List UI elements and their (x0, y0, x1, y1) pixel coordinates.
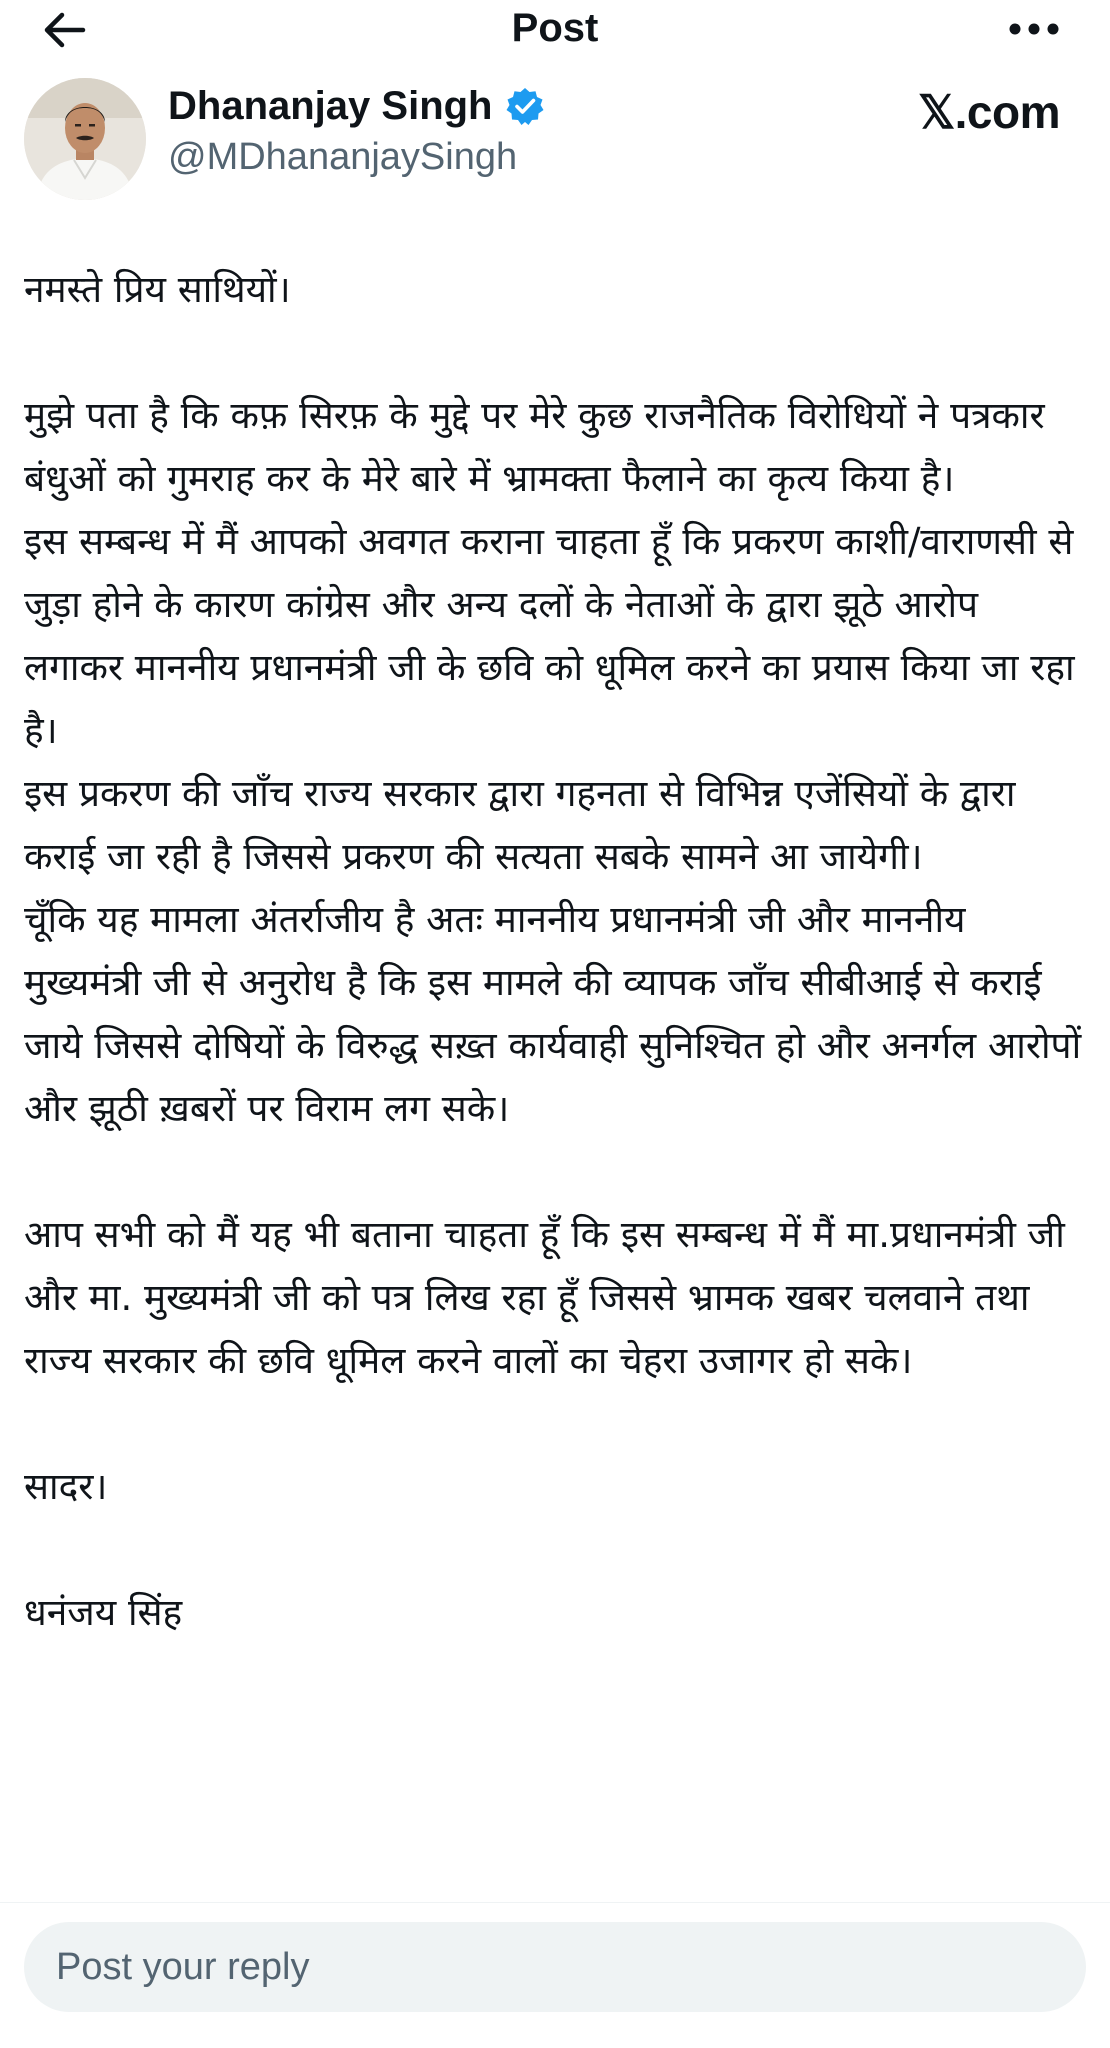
author-header (0, 72, 1110, 202)
author-name-row[interactable] (168, 82, 545, 130)
paragraph-spacer (24, 321, 1088, 384)
top-bar (0, 0, 1110, 60)
page-title: Post (511, 6, 599, 50)
divider (0, 1902, 1110, 1903)
paragraph-spacer (24, 1392, 1088, 1455)
post-paragraph: आप सभी को मैं यह भी बताना चाहता हूँ कि इस सम्बन्ध में मैं मा.प्रधानमंत्री जी और मा. मुख्यमंत्री जी को पत्र लिख रहा हूँ जिससे भ्रामक खबर चलवाने तथा राज्य सरकार की छवि धूमिल करने वालों का चेहरा उजागर हो सके। (24, 1213, 1077, 1382)
more-options-button[interactable] (998, 6, 1070, 52)
author-handle[interactable]: @MDhananjaySingh (168, 136, 518, 178)
post-paragraph: मुझे पता है कि कफ़ सिरफ़ के मुद्दे पर मेरे कुछ राजनैतिक विरोधियों ने पत्रकार बंधुओं को गुमराह कर के मेरे बारे में भ्रामक्ता फैलाने का कृत्य किया है। इस सम्बन्ध में मैं आपको अवगत कराना चाहता हूँ कि प्रकरण काशी/वाराणसी से जुड़ा होने के कारण कांग्रेस और अन्य दलों के नेताओं के द्वारा झूठे आरोप लगाकर माननीय प्रधानमंत्री जी के छवि को धूमिल करने का प्रयास किया जा रहा है। इस प्रकरण की जाँच राज्य सरकार द्वारा गहनता से विभिन्न एजेंसियों के द्वारा कराई जा रही है जिससे प्रकरण की सत्यता सबके सामने आ जायेगी। चूँकि यह मामला अंतर्राजीय है अतः माननीय प्रधानमंत्री जी और माननीय मुख्यमंत्री जी से अनुरोध है कि इस मामले की व्यापक जाँच सीबीआई से कराई जाये जिससे दोषियों के विरुद्ध सख़्त कार्यवाही सुनिश्चित हो और अनर्गल आरोपों और झूठी ख़बरों पर विराम लग सके। (24, 394, 1082, 1130)
post-signature: धनंजय सिंह (24, 1591, 183, 1634)
site-label: 𝕏.com (918, 86, 1060, 138)
post-text (24, 258, 1088, 1644)
verified-badge-icon (505, 86, 545, 126)
post-paragraph: नमस्ते प्रिय साथियों। (24, 268, 291, 311)
more-horizontal-icon (1008, 22, 1060, 36)
paragraph-spacer (24, 1518, 1088, 1581)
author-name[interactable]: Dhananjay Singh (168, 84, 493, 128)
post-paragraph: सादर। (24, 1465, 108, 1508)
avatar[interactable] (24, 78, 146, 200)
paragraph-spacer (24, 1140, 1088, 1203)
reply-placeholder: Post your reply (56, 1946, 310, 1988)
avatar-photo (24, 78, 146, 200)
reply-input[interactable] (24, 1922, 1086, 2012)
